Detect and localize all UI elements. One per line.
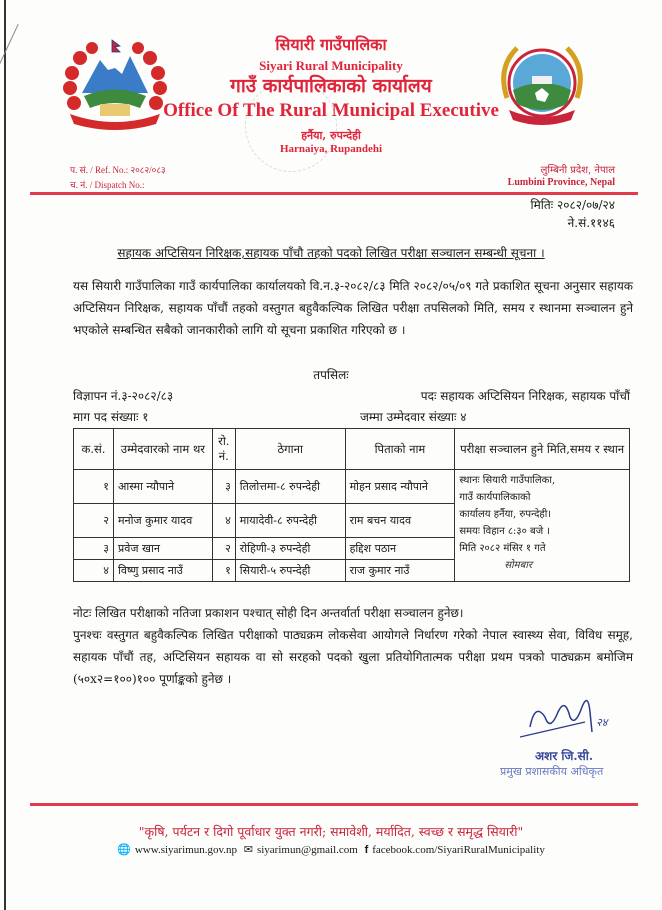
- globe-icon: 🌐: [117, 844, 131, 856]
- cell-address: रोहिणी-३ रुपन्देही: [235, 538, 345, 560]
- total-candidates: जम्मा उम्मेदवार संख्याः ४: [360, 410, 467, 424]
- cell-name: मनोज कुमार यादव: [113, 504, 212, 538]
- table-header-row: [74, 429, 630, 470]
- header-address: ठेगाना: [235, 429, 345, 470]
- cell-roll: ४: [212, 504, 235, 538]
- website-link[interactable]: www.siyarimun.gov.np: [134, 844, 237, 856]
- cell-name: विष्णु प्रसाद नाउँ: [113, 560, 212, 582]
- signatory-name: अशर जि.सी.: [535, 749, 594, 763]
- mail-icon: ✉: [243, 844, 253, 856]
- municipality-name-np: सियारी गाउँपालिका: [275, 35, 387, 54]
- exam-line: स्थानः सियारी गाउँपालिका,: [459, 475, 556, 486]
- signature-date: २४: [596, 716, 608, 729]
- cell-sn: २: [74, 504, 114, 538]
- cell-father: राम बचन यादव: [345, 504, 455, 538]
- cell-address: तिलोत्तमा-८ रुपन्देही: [235, 470, 345, 504]
- cell-roll: २: [212, 538, 235, 560]
- header-roll: रो. नं.: [212, 429, 235, 470]
- cell-address: मायादेवी-८ रुपन्देही: [235, 504, 345, 538]
- header-divider: [30, 192, 638, 195]
- reference-number: प. सं. / Ref. No.: २०८२/०८३: [70, 165, 166, 175]
- postscript-text: पुनश्चः वस्तुगत बहुवैकल्पिक लिखित परीक्षाको पाठ्यक्रम लोकसेवा आयोगले निर्धारण गरेको नेपाल स्वास्थ्य सेवा, विविध समूह, सहायक पाँचौं तह, अप्टिसियन सहायक वा सो सरहको पदको खुला प्रतियोगितात्मक परीक्षा प्रथम पत्रको पाठ्यक्रम बमोजिम (५०x२=१००)१०० पूर्णाङ्कको हुनेछ ।: [73, 628, 633, 686]
- exam-line: कार्यालय हर्नैया, रुपन्देही।: [459, 509, 552, 520]
- facebook-link[interactable]: facebook.com/SiyariRuralMunicipality: [372, 844, 545, 856]
- cell-sn: ३: [74, 538, 114, 560]
- footer-motto: "कृषि, पर्यटन र दिगो पूर्वाधार युक्त नगरी; समावेशी, मर्यादित, स्वच्छ र समृद्ध सियारी": [138, 824, 524, 839]
- exam-line: मिति २०८२ मंसिर १ गते: [459, 543, 546, 554]
- cell-name: प्रवेज खान: [113, 538, 212, 560]
- notice-subject: सहायक अप्टिसियन निरिक्षक,सहायक पाँचौ तहको पदको लिखित परीक्षा सञ्चालन सम्बन्धी सूचना ।: [117, 246, 545, 260]
- note-text: नोटः लिखित परीक्षाको नतिजा प्रकाशन पश्चात् सोही दिन अन्तर्वार्ता परीक्षा सञ्चालन हुनेछ।: [73, 606, 464, 620]
- email-link[interactable]: siyarimun@gmail.com: [256, 844, 358, 856]
- province-en: Lumbini Province, Nepal: [507, 177, 615, 188]
- cell-father: राज कुमार नाउँ: [345, 560, 455, 582]
- candidate-table: [73, 428, 630, 582]
- header-sn: क.सं.: [74, 429, 114, 470]
- header-name: उम्मेदवारको नाम थर: [113, 429, 212, 470]
- footer-divider: [30, 803, 638, 806]
- exam-line: समयः विहान ८:३० बजे ।: [459, 526, 551, 537]
- cell-name: आस्मा न्यौपाने: [113, 470, 212, 504]
- cell-roll: १: [212, 560, 235, 582]
- table-row: [74, 470, 630, 504]
- demand-count: माग पद संख्याः १: [73, 410, 149, 424]
- location-en: Harnaiya, Rupandehi: [279, 143, 383, 155]
- letter-date: मितिः २०८२/०७/२४: [530, 198, 615, 212]
- signatory-title: प्रमुख प्रशासकीय अधिकृत: [500, 765, 604, 778]
- office-name-en: Office Of The Rural Municipal Executive: [163, 100, 499, 121]
- advertisement-number: विज्ञापन नं.३-२०८२/८३: [73, 389, 174, 403]
- cell-address: सियारी-५ रुपन्देही: [235, 560, 345, 582]
- footer-contact: [0, 843, 662, 856]
- municipality-name-en: Siyari Rural Municipality: [259, 58, 403, 73]
- header-exam: परीक्षा सञ्चालन हुने मिति,समय र स्थान: [455, 429, 630, 470]
- post-name: पदः सहायक अप्टिसियन निरिक्षक, सहायक पाँचौं: [420, 389, 630, 403]
- facebook-icon: f: [364, 844, 369, 856]
- dispatch-number: च. नं. / Dispatch No.:: [70, 180, 145, 190]
- office-name-np: गाउँ कार्यपालिकाको कार्यालय: [230, 75, 432, 97]
- exam-line-handwritten: सोमबार: [504, 560, 533, 571]
- cell-roll: ३: [212, 470, 235, 504]
- body-paragraph: यस सियारी गाउँपालिका गाउँ कार्यपालिका कार्यालयको वि.न.३-२०८२/८३ मिति २०८२/०५/०९ गते प्रकाशित सूचना अनुसार सहायक अप्टिसियन निरिक्षक, सहायक पाँचौं तहको वस्तुगत बहुवैकल्पिक लिखित परीक्षा तपसिलको मिति, समय र स्थानमा सञ्चालन हुने भएकोले सम्बन्धित सबैको जानकारीको लागि यो सूचना प्रकाशित गरिएको छ ।: [73, 279, 633, 337]
- cell-exam-details: [455, 470, 630, 582]
- tapsil-heading: तपसिलः: [313, 368, 349, 382]
- exam-line: गाउँ कार्यपालिकाको: [459, 492, 531, 503]
- cell-father: हद्दिश पठान: [345, 538, 455, 560]
- header-father: पिताको नाम: [345, 429, 455, 470]
- location-np: हर्नैया, रुपन्देही: [301, 129, 361, 142]
- nepal-sambat-date: ने.सं.११४६: [567, 216, 615, 230]
- cell-sn: ४: [74, 560, 114, 582]
- cell-father: मोहन प्रसाद न्यौपाने: [345, 470, 455, 504]
- cell-sn: १: [74, 470, 114, 504]
- province-np: लुम्बिनी प्रदेश, नेपाल: [540, 165, 615, 176]
